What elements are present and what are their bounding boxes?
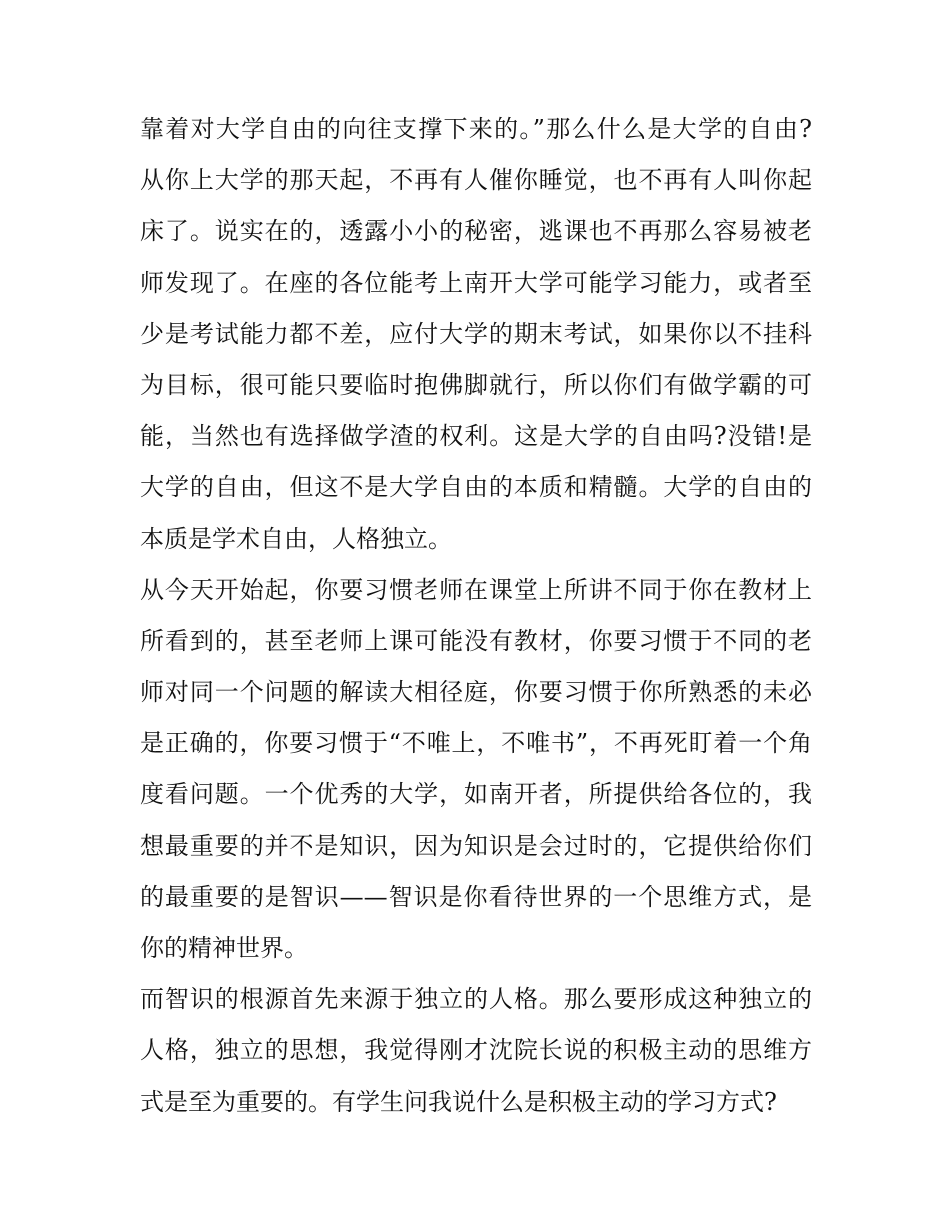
text-line: 的最重要的是智识——智识是你看待世界的一个思维方式，是	[140, 882, 812, 911]
text-line: 床了。说实在的，透露小小的秘密，逃课也不再那么容易被老	[140, 217, 812, 246]
text-line: 少是考试能力都不差，应付大学的期末考试，如果你以不挂科	[140, 319, 812, 348]
text-line: 你的精神世界。	[140, 934, 308, 962]
text-line: 所看到的，甚至老师上课可能没有教材，你要习惯于不同的老	[140, 626, 812, 655]
text-line: 大学的自由，但这不是大学自由的本质和精髓。大学的自由的	[140, 473, 812, 502]
document-body	[140, 104, 812, 1128]
text-line: 人格，独立的思想，我觉得刚才沈院长说的积极主动的思维方	[140, 1036, 812, 1065]
text-line: 是正确的，你要习惯于“不唯上，不唯书”，不再死盯着一个角	[140, 729, 812, 758]
text-line: 从今天开始起，你要习惯老师在课堂上所讲不同于你在教材上	[140, 575, 812, 604]
text-line: 师发现了。在座的各位能考上南开大学可能学习能力，或者至	[140, 268, 812, 297]
text-line: 本质是学术自由，人格独立。	[140, 524, 452, 553]
text-line: 能，当然也有选择做学渣的权利。这是大学的自由吗?没错!是	[140, 422, 812, 451]
paragraph	[140, 565, 812, 975]
text-line: 从你上大学的那天起，不再有人催你睡觉，也不再有人叫你起	[140, 166, 812, 195]
text-line: 想最重要的并不是知识，因为知识是会过时的，它提供给你们	[140, 831, 812, 860]
text-line: 而智识的根源首先来源于独立的人格。那么要形成这种独立的	[140, 985, 812, 1014]
text-line: 为目标，很可能只要临时抱佛脚就行，所以你们有做学霸的可	[140, 370, 812, 399]
text-line: 度看问题。一个优秀的大学，如南开者，所提供给各位的，我	[140, 780, 812, 809]
text-line: 式是至为重要的。有学生问我说什么是积极主动的学习方式?	[140, 1087, 777, 1116]
text-line: 靠着对大学自由的向往支撑下来的。”那么什么是大学的自由?	[140, 115, 812, 143]
text-line: 师对同一个问题的解读大相径庭，你要习惯于你所熟悉的未必	[140, 678, 812, 707]
paragraph	[140, 974, 812, 1128]
paragraph	[140, 104, 812, 565]
